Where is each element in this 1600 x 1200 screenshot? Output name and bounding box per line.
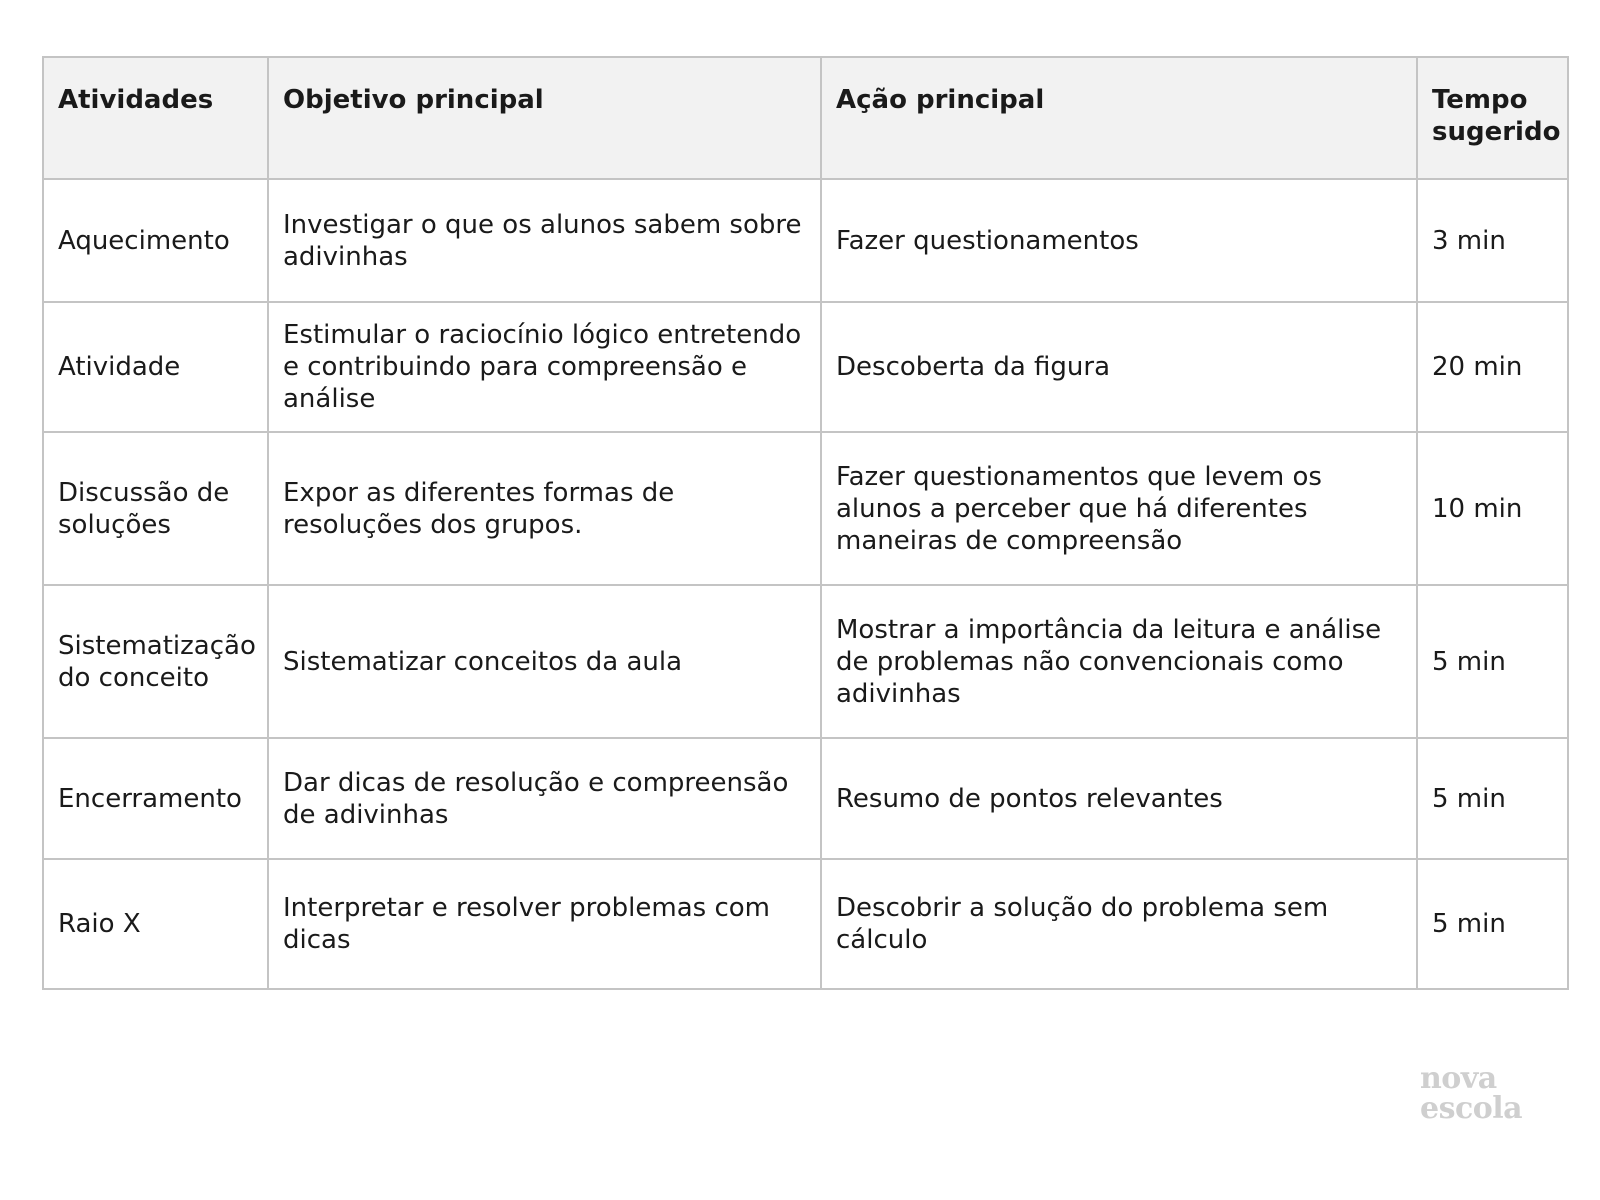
logo-line-nova: nova (1420, 1061, 1497, 1096)
header-activities: Atividades (43, 57, 268, 179)
table-row (43, 302, 1568, 432)
cell-objective: Dar dicas de resolução e compreensão de adivinhas (268, 738, 821, 859)
table-row (43, 585, 1568, 738)
nova-escola-logo (1420, 1061, 1523, 1126)
cell-time: 20 min (1417, 302, 1568, 432)
cell-action: Mostrar a importância da leitura e análise de problemas não convencionais como adivinhas (821, 585, 1417, 738)
cell-activity: Sistematização do conceito (43, 585, 268, 738)
cell-action: Fazer questionamentos (821, 179, 1417, 302)
header-main-action: Ação principal (821, 57, 1417, 179)
lesson-plan-table (42, 56, 1569, 990)
cell-action: Descobrir a solução do problema sem cálculo (821, 859, 1417, 989)
cell-activity: Raio X (43, 859, 268, 989)
cell-objective: Investigar o que os alunos sabem sobre adivinhas (268, 179, 821, 302)
header-suggested-time: Tempo sugerido (1417, 57, 1568, 179)
header-main-objective: Objetivo principal (268, 57, 821, 179)
cell-time: 5 min (1417, 738, 1568, 859)
cell-action: Resumo de pontos relevantes (821, 738, 1417, 859)
logo-line-escola: escola (1420, 1091, 1523, 1126)
table-row (43, 179, 1568, 302)
table-row (43, 859, 1568, 989)
cell-action: Descoberta da figura (821, 302, 1417, 432)
cell-objective: Interpretar e resolver problemas com dicas (268, 859, 821, 989)
table-header-row (43, 57, 1568, 179)
cell-time: 5 min (1417, 859, 1568, 989)
cell-objective: Expor as diferentes formas de resoluções dos grupos. (268, 432, 821, 585)
cell-activity: Discussão de soluções (43, 432, 268, 585)
cell-activity: Encerramento (43, 738, 268, 859)
cell-time: 10 min (1417, 432, 1568, 585)
cell-action: Fazer questionamentos que levem os alunos a perceber que há diferentes maneiras de compreensão (821, 432, 1417, 585)
table-row (43, 432, 1568, 585)
cell-objective: Estimular o raciocínio lógico entretendo e contribuindo para compreensão e análise (268, 302, 821, 432)
cell-time: 5 min (1417, 585, 1568, 738)
cell-activity: Atividade (43, 302, 268, 432)
cell-time: 3 min (1417, 179, 1568, 302)
table-row (43, 738, 1568, 859)
cell-activity: Aquecimento (43, 179, 268, 302)
cell-objective: Sistematizar conceitos da aula (268, 585, 821, 738)
